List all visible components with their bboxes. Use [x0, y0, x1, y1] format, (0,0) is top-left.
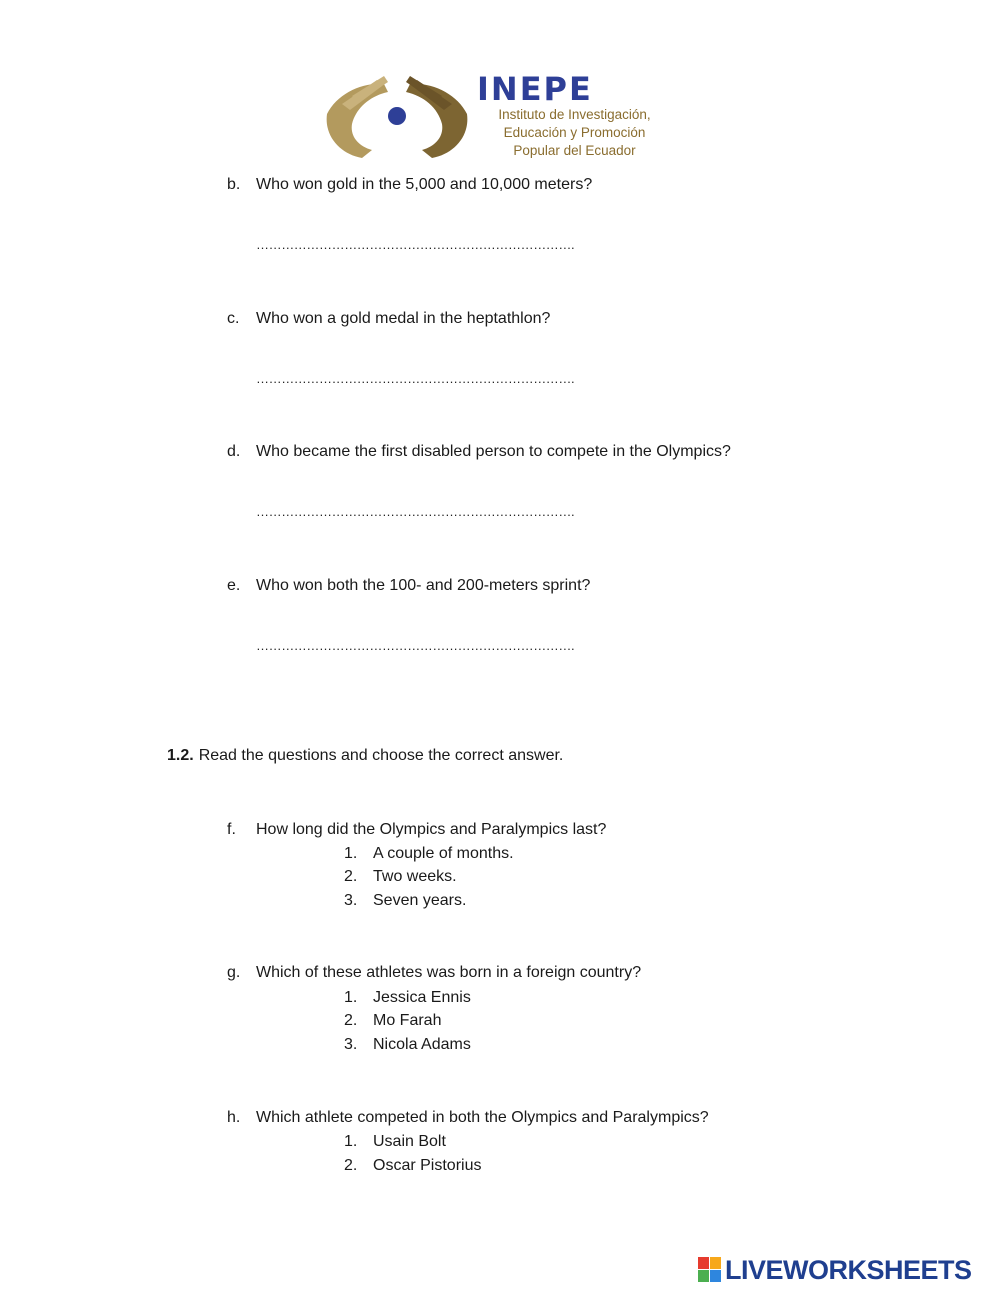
question-letter: f. — [227, 821, 236, 838]
question-text: How long did the Olympics and Paralympics last? — [256, 821, 607, 838]
question-text: Who won gold in the 5,000 and 10,000 meters? — [256, 176, 593, 193]
option-text: Nicola Adams — [373, 1036, 471, 1053]
question-letter: h. — [227, 1109, 241, 1126]
answer-line-d[interactable]: …………………………………………………………………. — [256, 504, 575, 519]
option-number: 3. — [344, 892, 358, 909]
live-block — [698, 1270, 709, 1282]
question-text: Who won a gold medal in the heptathlon? — [256, 310, 551, 327]
option-number: 2. — [344, 1012, 358, 1029]
option-number: 2. — [344, 1157, 358, 1174]
question-letter: d. — [227, 443, 241, 460]
option-text: Jessica Ennis — [373, 989, 471, 1006]
question-letter: b. — [227, 176, 241, 193]
brand-text: LIVEWORKSHEETS — [725, 1255, 972, 1285]
live-block — [710, 1270, 721, 1282]
liveworksheets-logo[interactable] — [698, 1255, 993, 1285]
section-heading — [167, 746, 563, 766]
question-text: Who became the first disabled person to compete in the Olympics? — [256, 443, 731, 460]
logo-title: INEPE — [477, 70, 593, 108]
question-text: Who won both the 100- and 200-meters sprint? — [256, 577, 591, 594]
option-number: 1. — [344, 989, 358, 1006]
live-blocks-icon — [698, 1257, 722, 1283]
option-text: A couple of months. — [373, 845, 514, 862]
hands-logo-icon — [322, 74, 472, 164]
section-number: 1.2. — [167, 747, 194, 764]
option-text: Two weeks. — [373, 868, 457, 885]
logo-subtitle-line: Popular del Ecuador — [513, 143, 636, 158]
live-block — [698, 1257, 709, 1269]
option-number: 2. — [344, 868, 358, 885]
option-number: 1. — [344, 845, 358, 862]
option-text: Oscar Pistorius — [373, 1157, 482, 1174]
section-instruction: Read the questions and choose the correct answer. — [198, 747, 564, 764]
live-block — [710, 1257, 721, 1269]
logo-subtitle — [472, 106, 677, 160]
question-letter: c. — [227, 310, 240, 327]
question-text: Which athlete competed in both the Olympics and Paralympics? — [256, 1109, 709, 1126]
answer-line-b[interactable]: …………………………………………………………………. — [256, 237, 575, 252]
inepe-logo — [322, 72, 682, 164]
question-letter: g. — [227, 964, 241, 981]
option-number: 3. — [344, 1036, 358, 1053]
question-text: Which of these athletes was born in a foreign country? — [256, 964, 642, 981]
logo-subtitle-line: Educación y Promoción — [503, 125, 646, 140]
question-letter: e. — [227, 577, 241, 594]
option-text: Mo Farah — [373, 1012, 442, 1029]
option-text: Usain Bolt — [373, 1133, 446, 1150]
option-number: 1. — [344, 1133, 358, 1150]
logo-subtitle-line: Instituto de Investigación, — [498, 107, 651, 122]
answer-line-c[interactable]: …………………………………………………………………. — [256, 371, 575, 386]
answer-line-e[interactable]: …………………………………………………………………. — [256, 638, 575, 653]
option-text: Seven years. — [373, 892, 467, 909]
